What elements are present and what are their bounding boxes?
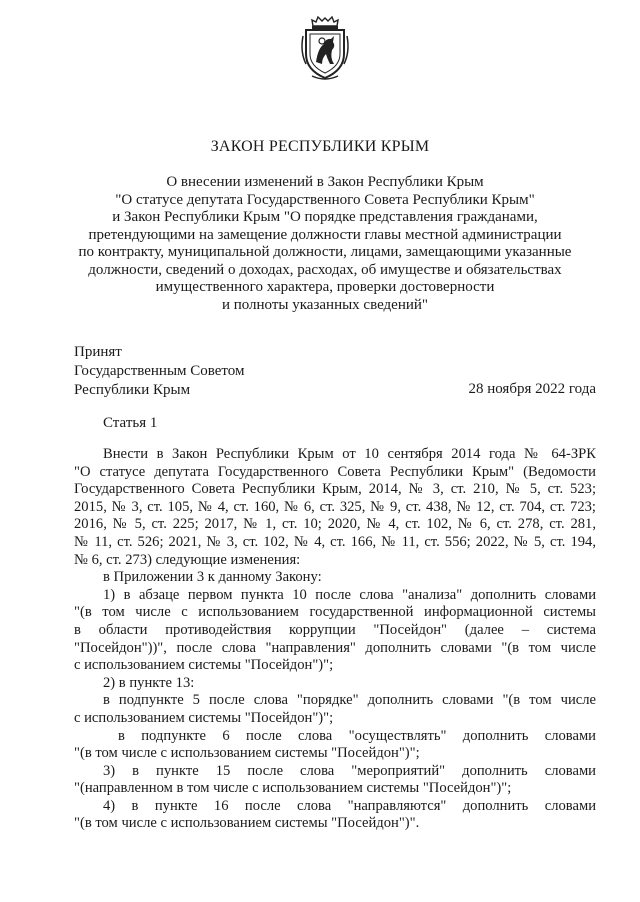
body-line: в подпункте 6 после слова "осуществлять" дополнить словами [118,727,596,744]
body-line: "(направленном в том числе с использованием системы "Посейдон")"; [74,780,512,797]
body-line: "(в том числе с использованием системы "Посейдон")". [74,815,420,832]
body-line: 2) в пункте 13: [103,674,195,691]
body-line: с использованием системы "Посейдон")"; [74,657,334,674]
article-body [74,446,596,833]
body-line: № 6, ст. 273) следующие изменения: [74,551,301,568]
subtitle-line: и полноты указанных сведений" [221,296,429,313]
subtitle-line: претендующими на замещение должности главы местной администрации [88,226,562,243]
body-line: 1) в абзаце первом пункта 10 после слова "анализа" дополнить словами [103,586,596,603]
body-line: 2016, № 5, ст. 225; 2017, № 1, ст. 10; 2020, № 4, ст. 102, № 6, ст. 278, ст. 281, [74,516,596,533]
article-heading: Статья 1 [103,415,158,431]
body-line: Внести в Закон Республики Крым от 10 сентября 2014 года № 64-ЗРК [103,446,596,462]
adoption-line: Республики Крым [74,382,191,398]
body-line: Государственного Совета Республики Крым, 2014, № 3, ст. 210, № 5, ст. 523; [74,481,596,498]
body-line: 2015, № 3, ст. 105, № 4, ст. 160, № 6, ст. 325, № 9, ст. 438, № 12, ст. 704, ст. 723; [74,498,596,515]
body-line: "(в том числе с использованием системы "Посейдон")"; [74,745,420,762]
subtitle-line: "О статусе депутата Государственного Совета Республики Крым" [115,191,535,208]
adoption-line: Государственным Советом [74,363,245,379]
body-line: в Приложении 3 к данному Закону: [103,569,322,586]
crimea-coat-of-arms-icon [298,12,352,82]
subtitle-line: имущественного характера, проверки достоверности [155,279,495,295]
subtitle-line: по контракту, муниципальной должности, лицами, замещающими указанные [78,244,572,260]
body-line: в области противодействия коррупции "Посейдон" (далее – система [74,621,596,638]
body-line: "Посейдон"))", после слова "направления" дополнить словами "(в том числе [74,639,596,656]
body-line: "О статусе депутата Государственного Совета Республики Крым" (Ведомости [74,463,596,480]
subtitle-line: должности, сведений о доходах, расходах, об имуществе и обязательствах [88,261,562,278]
body-line: № 11, ст. 526; 2021, № 3, ст. 102, № 4, ст. 166, № 11, ст. 556; 2022, № 5, ст. 194, [74,533,596,550]
body-line: 4) в пункте 16 после слова "направляются" дополнить словами [103,797,596,814]
body-line: с использованием системы "Посейдон")"; [74,709,334,726]
subtitle-line: О внесении изменений в Закон Республики Крым [166,174,484,190]
law-subtitle [60,174,590,314]
body-line: "(в том числе с использованием государственной информационной системы [74,604,596,621]
subtitle-line: и Закон Республики Крым "О порядке представления гражданами, [112,209,538,225]
law-title: ЗАКОН РЕСПУБЛИКИ КРЫМ [210,138,430,155]
adoption-line: Принят [74,344,122,360]
adoption-date: 28 ноября 2022 года [468,381,596,397]
adoption-block [74,343,245,400]
body-line: 3) в пункте 15 после слова "мероприятий" дополнить словами [103,762,596,779]
body-line: в подпункте 5 после слова "порядке" дополнить словами "(в том числе [103,692,596,709]
